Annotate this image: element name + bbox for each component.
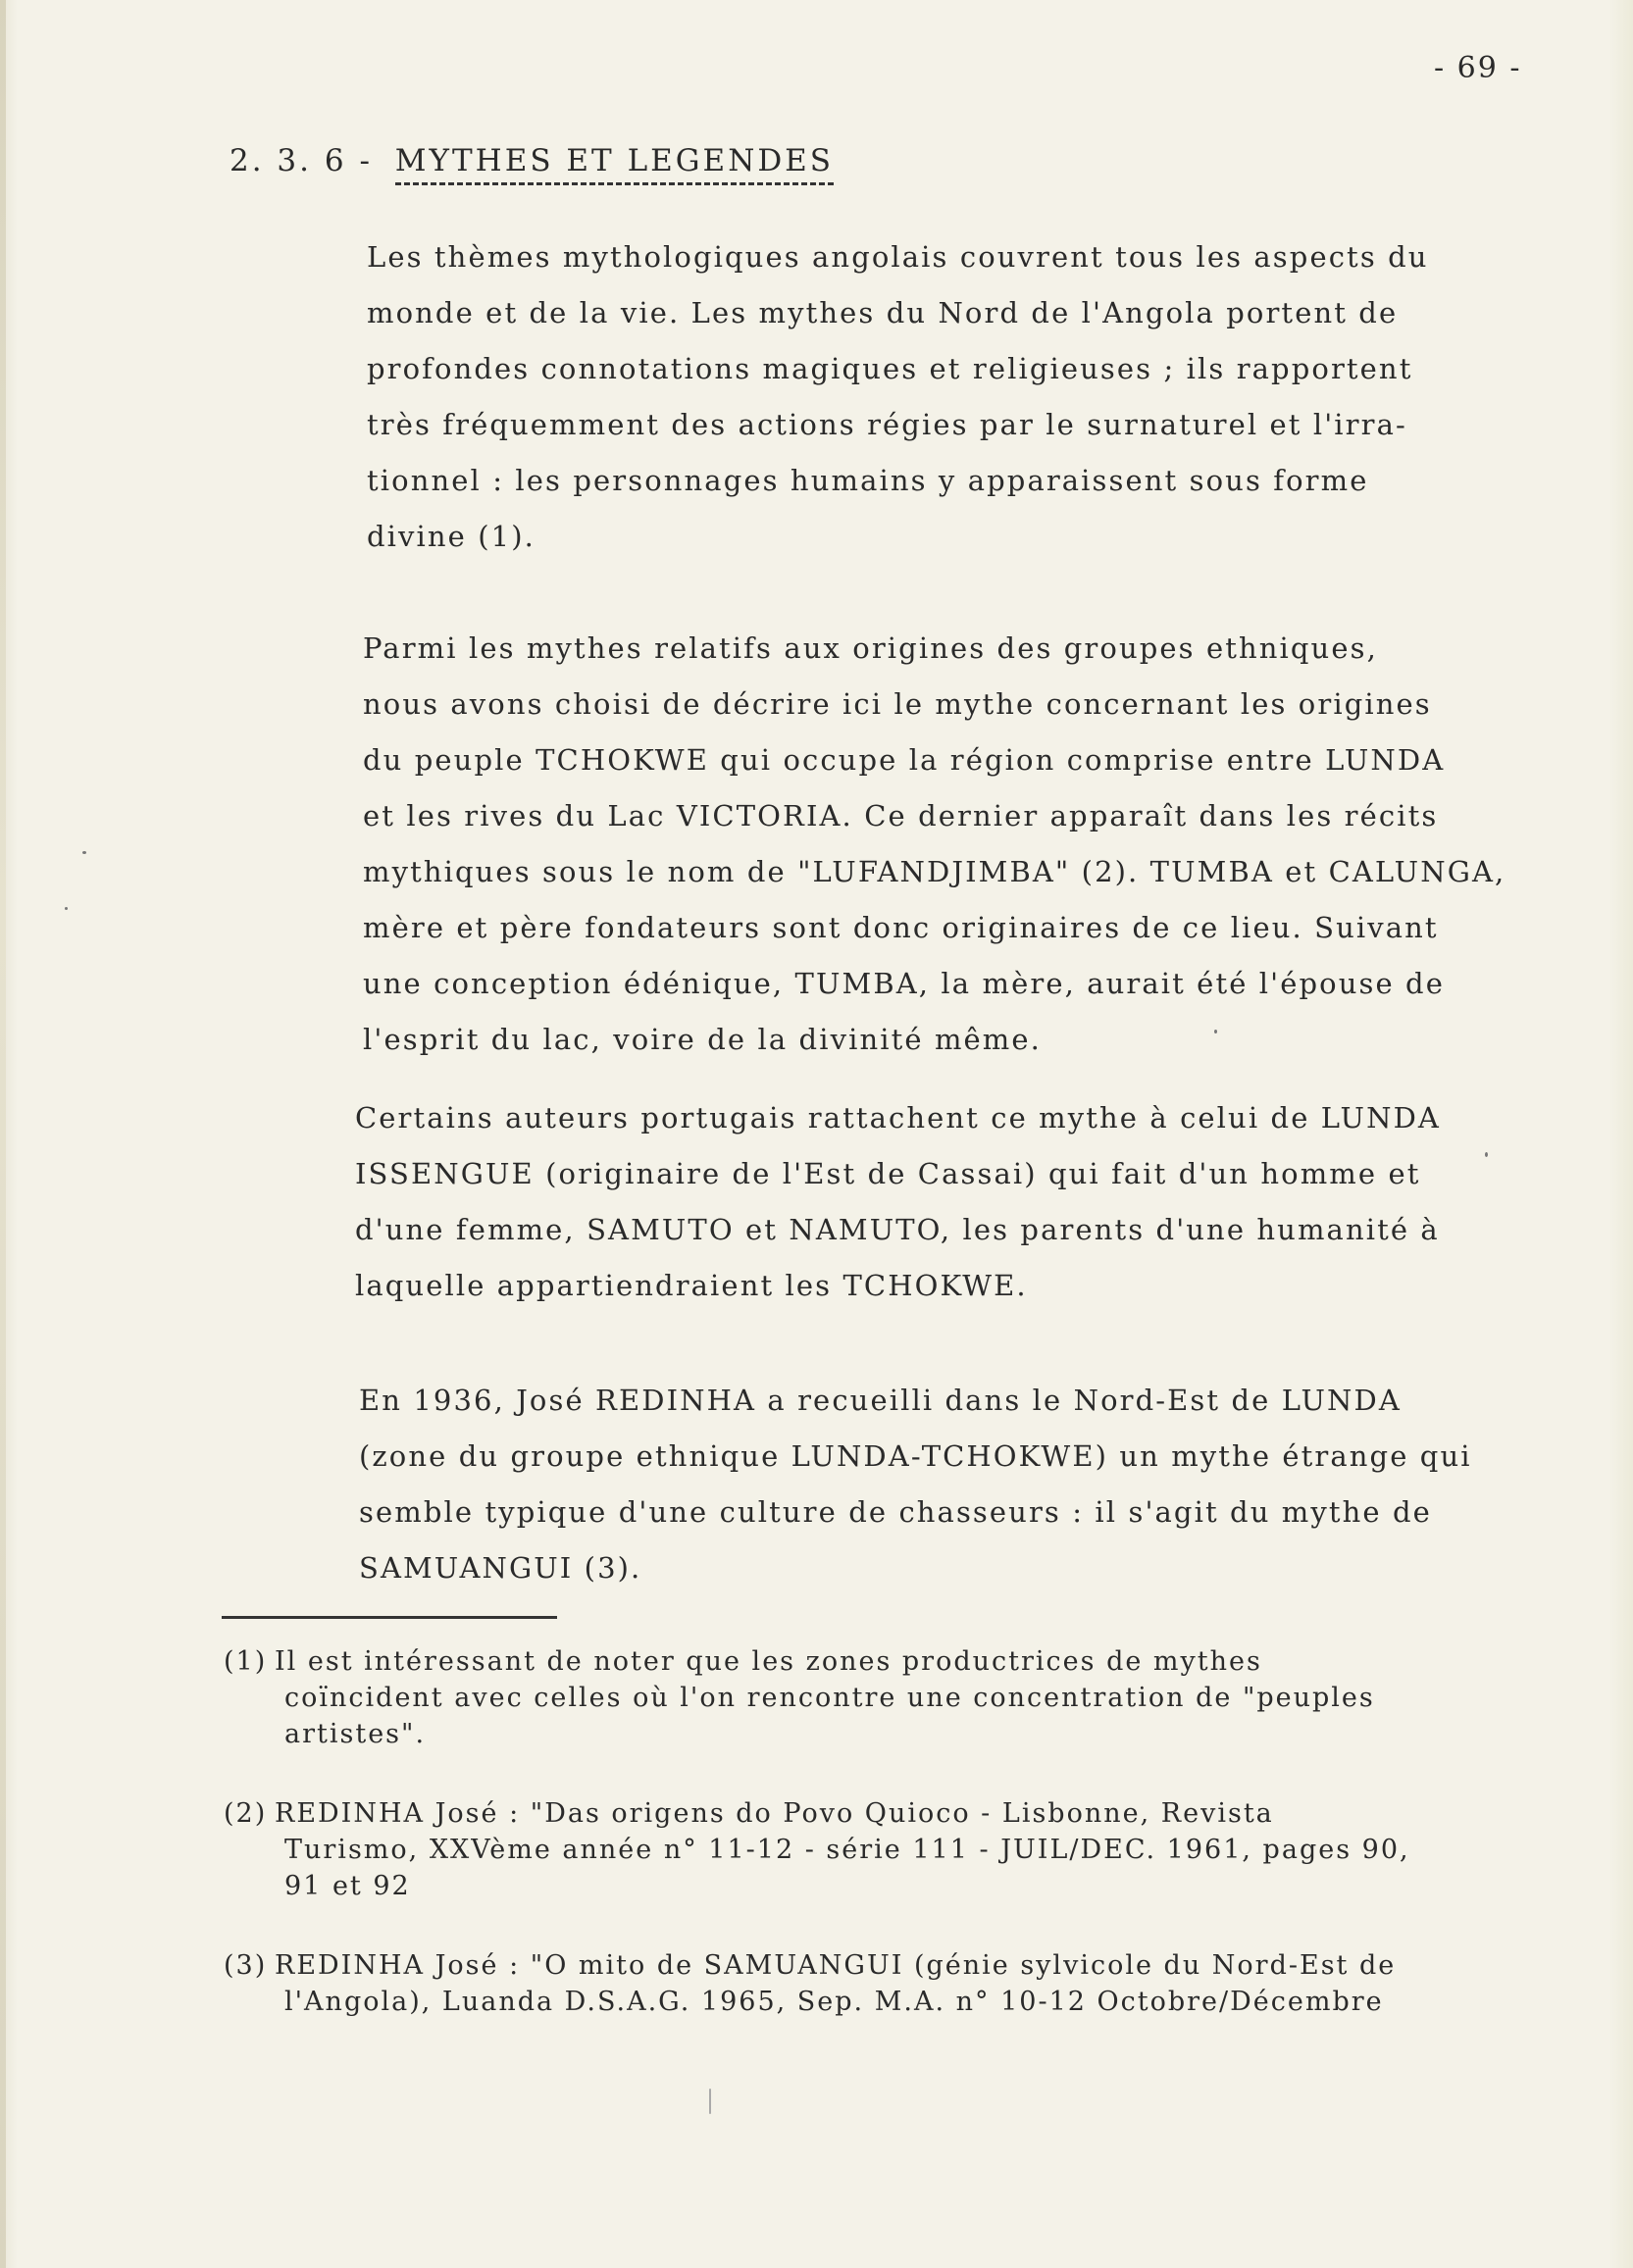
text-line: SAMUANGUI (3). — [359, 1551, 642, 1585]
text-line: très fréquemment des actions régies par le surnaturel et l'irra- — [367, 408, 1407, 441]
footnote-line: Il est intéressant de noter que les zones productrices de mythes — [275, 1646, 1262, 1677]
text-line: ISSENGUE (originaire de l'Est de Cassai) qui fait d'un homme et — [355, 1157, 1421, 1190]
footnote-line: artistes". — [284, 1719, 427, 1749]
footnote-marker: (1) — [224, 1646, 268, 1677]
footnote-marker: (3) — [224, 1950, 268, 1981]
section-title: MYTHES ET LEGENDES — [395, 143, 834, 185]
scan-speck — [1485, 1152, 1488, 1157]
text-line: d'une femme, SAMUTO et NAMUTO, les parents d'une humanité à — [355, 1213, 1440, 1246]
footnote-line: coïncident avec celles où l'on rencontre une concentration de "peuples — [284, 1683, 1375, 1713]
page-edge — [0, 0, 6, 2268]
scan-speck — [709, 2089, 711, 2114]
text-line: tionnel : les personnages humains y apparaissent sous forme — [367, 464, 1369, 497]
text-line: (zone du groupe ethnique LUNDA-TCHOKWE) un mythe étrange qui — [359, 1439, 1472, 1473]
footnote-line: REDINHA José : "Das origens do Povo Quioco - Lisbonne, Revista — [275, 1798, 1274, 1829]
section-heading — [230, 143, 834, 178]
text-line: En 1936, José REDINHA a recueilli dans le Nord-Est de LUNDA — [359, 1384, 1402, 1417]
footnote-separator — [222, 1616, 557, 1619]
footnote-line: REDINHA José : "O mito de SAMUANGUI (génie sylvicole du Nord-Est de — [275, 1950, 1397, 1981]
text-line: Certains auteurs portugais rattachent ce mythe à celui de LUNDA — [355, 1101, 1441, 1134]
paragraph — [363, 621, 1505, 1068]
text-line: divine (1). — [367, 520, 536, 553]
text-line: du peuple TCHOKWE qui occupe la région comprise entre LUNDA — [363, 743, 1446, 777]
text-line: Parmi les mythes relatifs aux origines des groupes ethniques, — [363, 631, 1378, 665]
text-line: l'esprit du lac, voire de la divinité même. — [363, 1023, 1042, 1056]
footnote — [224, 1795, 1410, 1904]
footnote-line: 91 et 92 — [284, 1871, 411, 1901]
paragraph — [359, 1373, 1472, 1596]
footnote-text — [224, 1795, 1410, 1904]
footnote — [224, 1947, 1396, 2020]
scan-speck — [82, 851, 86, 854]
text-line: mythiques sous le nom de "LUFANDJIMBA" (2). TUMBA et CALUNGA, — [363, 855, 1506, 888]
text-line: semble typique d'une culture de chasseurs : il s'agit du mythe de — [359, 1495, 1432, 1529]
text-line: mère et père fondateurs sont donc originaires de ce lieu. Suivant — [363, 911, 1439, 944]
scan-speck — [65, 907, 68, 910]
text-line: une conception édénique, TUMBA, la mère, aurait été l'épouse de — [363, 967, 1445, 1000]
paragraph — [355, 1090, 1441, 1314]
text-line: profondes connotations magiques et religieuses ; ils rapportent — [367, 352, 1413, 385]
page-number: - 69 - — [1434, 51, 1522, 85]
footnote-text — [224, 1643, 1375, 1752]
text-line: nous avons choisi de décrire ici le mythe concernant les origines — [363, 687, 1432, 721]
footnote-line: l'Angola), Luanda D.S.A.G. 1965, Sep. M.A. n° 10-12 Octobre/Décembre — [284, 1987, 1384, 2017]
paragraph — [367, 229, 1429, 565]
footnote — [224, 1643, 1375, 1752]
text-line: monde et de la vie. Les mythes du Nord de l'Angola portent de — [367, 296, 1399, 329]
section-number: 2. 3. 6 - — [230, 143, 373, 178]
footnote-text — [224, 1947, 1396, 2020]
text-line: et les rives du Lac VICTORIA. Ce dernier apparaît dans les récits — [363, 799, 1439, 832]
text-line: laquelle appartiendraient les TCHOKWE. — [355, 1269, 1028, 1302]
footnote-marker: (2) — [224, 1798, 268, 1829]
text-line: Les thèmes mythologiques angolais couvrent tous les aspects du — [367, 240, 1429, 274]
footnote-line: Turismo, XXVème année n° 11-12 - série 111 - JUIL/DEC. 1961, pages 90, — [284, 1835, 1410, 1865]
scan-speck — [1214, 1030, 1217, 1033]
